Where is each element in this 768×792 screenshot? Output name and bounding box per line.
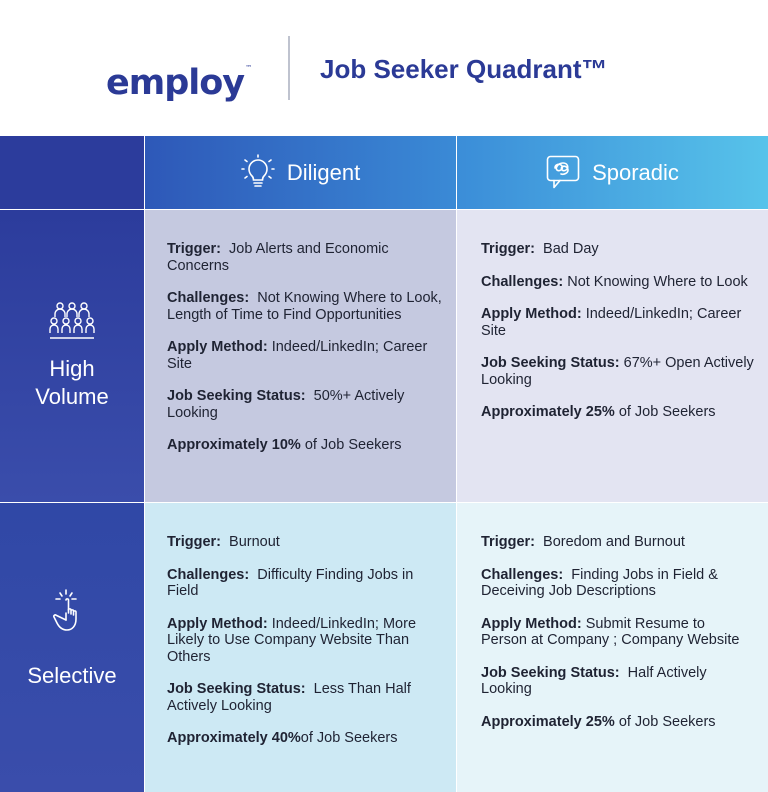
challenges-value: Not Knowing Where to Look, Length of Time to Find Opportunities [167,290,442,323]
employ-logo [106,44,252,107]
status-key: Job Seeking Status: [167,681,306,697]
row-label-line-1: High [49,356,95,381]
apply-method-value: Indeed/LinkedIn; Career Site [167,339,428,372]
crowd-people-icon [49,301,95,341]
row-header-high-volume [0,210,144,502]
column-header-sporadic [457,136,768,209]
trigger-value: Boredom and Burnout [543,534,685,550]
header-divider [288,36,290,100]
quadrant-high-volume-sporadic [457,210,768,502]
apply-method-key: Apply Method: [167,339,268,355]
status-item [481,665,754,698]
header [0,0,768,136]
challenges-key: Challenges: [167,566,250,583]
pointing-hand-icon [52,588,92,636]
status-value: Less Than Half Actively Looking [167,681,411,714]
challenges-item [481,567,754,600]
challenges-key: Challenges: [167,290,250,306]
status-value: 50%+ Actively Looking [167,388,405,421]
row-label-selective: Selective [27,662,117,688]
trigger-item [167,241,442,274]
approximate-share-key: Approximately 10% [167,437,301,453]
status-item [167,681,442,714]
challenges-item [167,567,442,600]
logo-text: employ [106,63,245,103]
quadrant-grid [0,136,768,792]
trigger-value: Burnout [229,534,280,550]
trigger-key: Trigger: [481,534,535,550]
apply-method-item [481,616,754,649]
trigger-key: Trigger: [481,241,535,257]
trigger-key: Trigger: [167,534,221,550]
status-item [481,355,754,388]
challenges-value: Finding Jobs in Field & Deceiving Job Descriptions [481,566,718,599]
column-header-diligent [145,136,456,209]
challenges-value: Difficulty Finding Jobs in Field [167,566,414,599]
lightbulb-icon [241,154,275,192]
column-label-diligent: Diligent [286,159,361,185]
approximate-share-key: Approximately 40% [167,730,301,746]
apply-method-value: Indeed/LinkedIn; More Likely to Use Company Website Than Others [167,615,417,665]
column-label-sporadic: Sporadic [592,159,679,185]
apply-method-key: Apply Method: [167,615,268,632]
apply-method-item [481,306,754,339]
apply-method-key: Apply Method: [481,306,582,322]
challenges-item [481,274,754,291]
apply-method-key: Apply Method: [481,615,582,632]
status-value: Half Actively Looking [481,664,707,697]
page-title: Job Seeker Quadrant™ [320,54,608,84]
logo-trademark: ™ [245,64,253,72]
approximate-share-item [167,730,442,747]
corner-cell [0,136,144,209]
row-label-line-2: Volume [35,384,109,409]
trigger-key: Trigger: [167,241,221,257]
trigger-value: Bad Day [543,241,599,257]
quadrant-selective-diligent [145,503,456,792]
row-header-selective [0,503,144,792]
quadrant-selective-sporadic [457,503,768,792]
tangled-thought-bubble-icon [546,155,580,191]
apply-method-value: Submit Resume to Person at Company ; Company Website [481,615,740,648]
approximate-share-item [167,437,442,454]
challenges-item [167,290,442,323]
approximate-share-value: of Job Seekers [618,713,716,730]
approximate-share-key: Approximately 25% [481,713,615,730]
approximate-share-value: of Job Seekers [304,437,402,453]
approximate-share-value: of Job Seekers [300,730,398,746]
quadrant-high-volume-diligent [145,210,456,502]
challenges-key: Challenges: [481,566,564,583]
apply-method-item [167,616,442,666]
challenges-key: Challenges: [481,273,564,290]
status-item [167,388,442,421]
trigger-value: Job Alerts and Economic Concerns [167,241,389,274]
status-value: 67%+ Open Actively Looking [481,355,754,388]
approximate-share-item [481,714,754,731]
row-label-high-volume [35,355,108,411]
status-key: Job Seeking Status: [167,388,306,404]
trigger-item [481,241,754,258]
approximate-share-item [481,404,754,421]
status-key: Job Seeking Status: [481,355,620,371]
apply-method-value: Indeed/LinkedIn; Career Site [481,306,742,339]
trigger-item [481,534,754,551]
trigger-item [167,534,442,551]
approximate-share-value: of Job Seekers [618,404,716,420]
apply-method-item [167,339,442,372]
status-key: Job Seeking Status: [481,664,620,681]
approximate-share-key: Approximately 25% [481,404,615,420]
challenges-value: Not Knowing Where to Look [567,273,748,290]
